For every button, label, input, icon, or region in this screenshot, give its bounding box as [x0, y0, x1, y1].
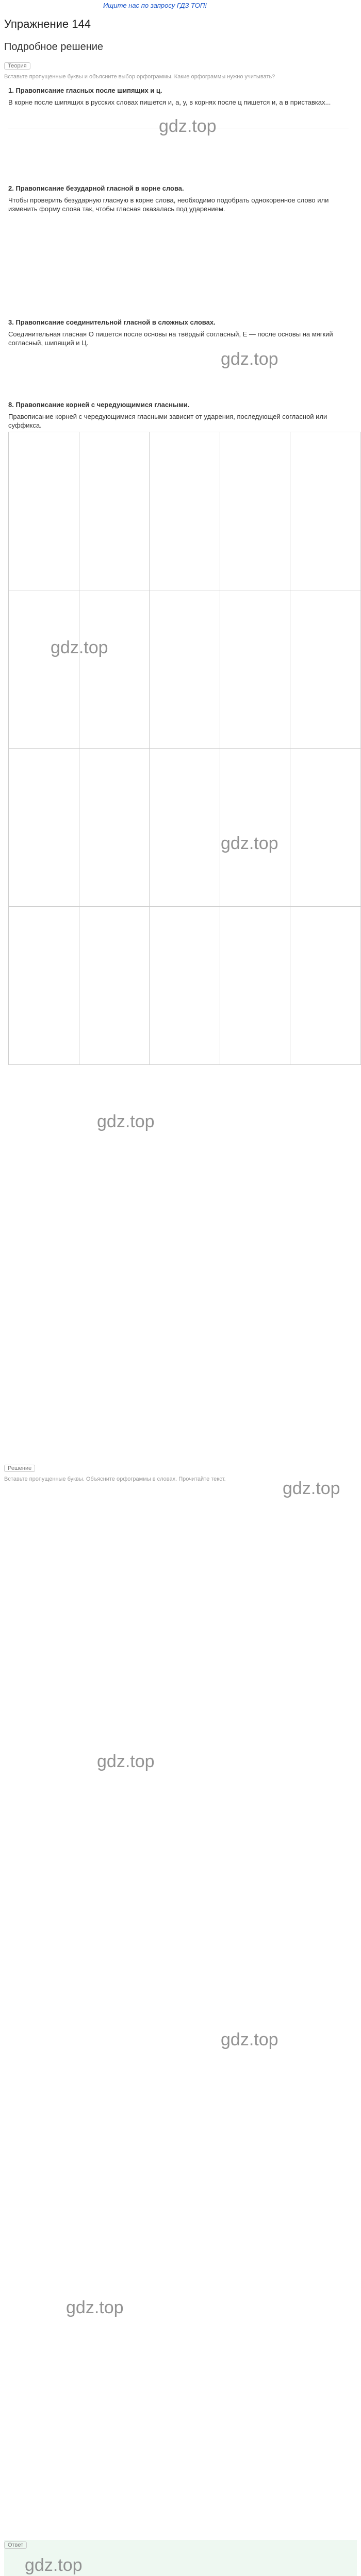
watermark: gdz.top: [66, 2298, 124, 2317]
table-cell: [79, 749, 150, 907]
watermark: gdz.top: [221, 2030, 278, 2049]
watermark: gdz.top: [283, 1479, 340, 1498]
table-cell: [290, 432, 361, 590]
table-cell: [79, 432, 150, 590]
table-cell: [290, 590, 361, 749]
top-banner: [0, 0, 361, 13]
table-cell: [150, 432, 220, 590]
solution-section: [4, 1463, 357, 2483]
rule-para-2: Чтобы проверить безударную гласную в корне слова, необходимо подобрать однокоренное слово или изменить форму слова так, чтобы гласная оказалась под ударением.: [8, 196, 329, 213]
table-cell: [220, 590, 290, 749]
watermark: gdz.top: [97, 1752, 155, 1771]
rule-para-3: Соединительная гласная О пишется после основы на твёрдый согласный, Е — после основы на мягкий согласный, шипящий и Ц.: [8, 330, 333, 347]
rule-header-1: 1. Правописание гласных после шипящих и ц.: [8, 87, 162, 94]
table-cell: [220, 432, 290, 590]
theory-section: [4, 61, 357, 1452]
page-subtitle: Подробное решение: [4, 41, 104, 53]
table-cell: [9, 907, 79, 1065]
watermark: gdz.top: [221, 834, 278, 853]
answer-section: [4, 2540, 357, 2576]
table-cell: [9, 432, 79, 590]
rules-table: [8, 432, 361, 1065]
watermark: gdz.top: [51, 638, 108, 657]
rule-header-3: 3. Правописание соединительной гласной в сложных словах.: [8, 318, 216, 326]
table-cell: [220, 749, 290, 907]
answer-tag: Ответ: [4, 2541, 27, 2549]
table-cell: [290, 907, 361, 1065]
solution-intro: Вставьте пропущенные буквы. Объясните орфограммы в словах. Прочитайте текст.: [4, 1476, 226, 1482]
table-cell: [79, 590, 150, 749]
rule-header-2: 2. Правописание безударной гласной в корне слова.: [8, 184, 184, 192]
watermark: gdz.top: [159, 116, 217, 136]
table-cell: [9, 749, 79, 907]
watermark: gdz.top: [25, 2555, 83, 2575]
page-title: Упражнение 144: [4, 18, 91, 30]
table-cell: [79, 907, 150, 1065]
rule-para-1: В корне после шипящих в русских словах пишется и, а, у, в корнях после ц пишется и, а в приставках...: [8, 98, 331, 106]
rule-para-4: Правописание корней с чередующимися гласными зависит от ударения, последующей согласной или суффикса.: [8, 413, 327, 429]
table-cell: [220, 907, 290, 1065]
search-hint-link[interactable]: Ищите нас по запросу ГДЗ ТОП!: [103, 2, 207, 9]
table-cell: [150, 907, 220, 1065]
watermark: gdz.top: [221, 349, 278, 369]
table-cell: [150, 749, 220, 907]
table-cell: [9, 590, 79, 749]
rule-header-4: 8. Правописание корней с чередующимися гласными.: [8, 401, 190, 409]
watermark: gdz.top: [97, 1112, 155, 1131]
theory-tag: Теория: [4, 62, 30, 70]
theory-intro: Вставьте пропущенные буквы и объясните выбор орфограммы. Какие орфограммы нужно учитывать?: [4, 74, 275, 80]
table-cell: [290, 749, 361, 907]
solution-tag: Решение: [4, 1465, 35, 1472]
table-cell: [150, 590, 220, 749]
